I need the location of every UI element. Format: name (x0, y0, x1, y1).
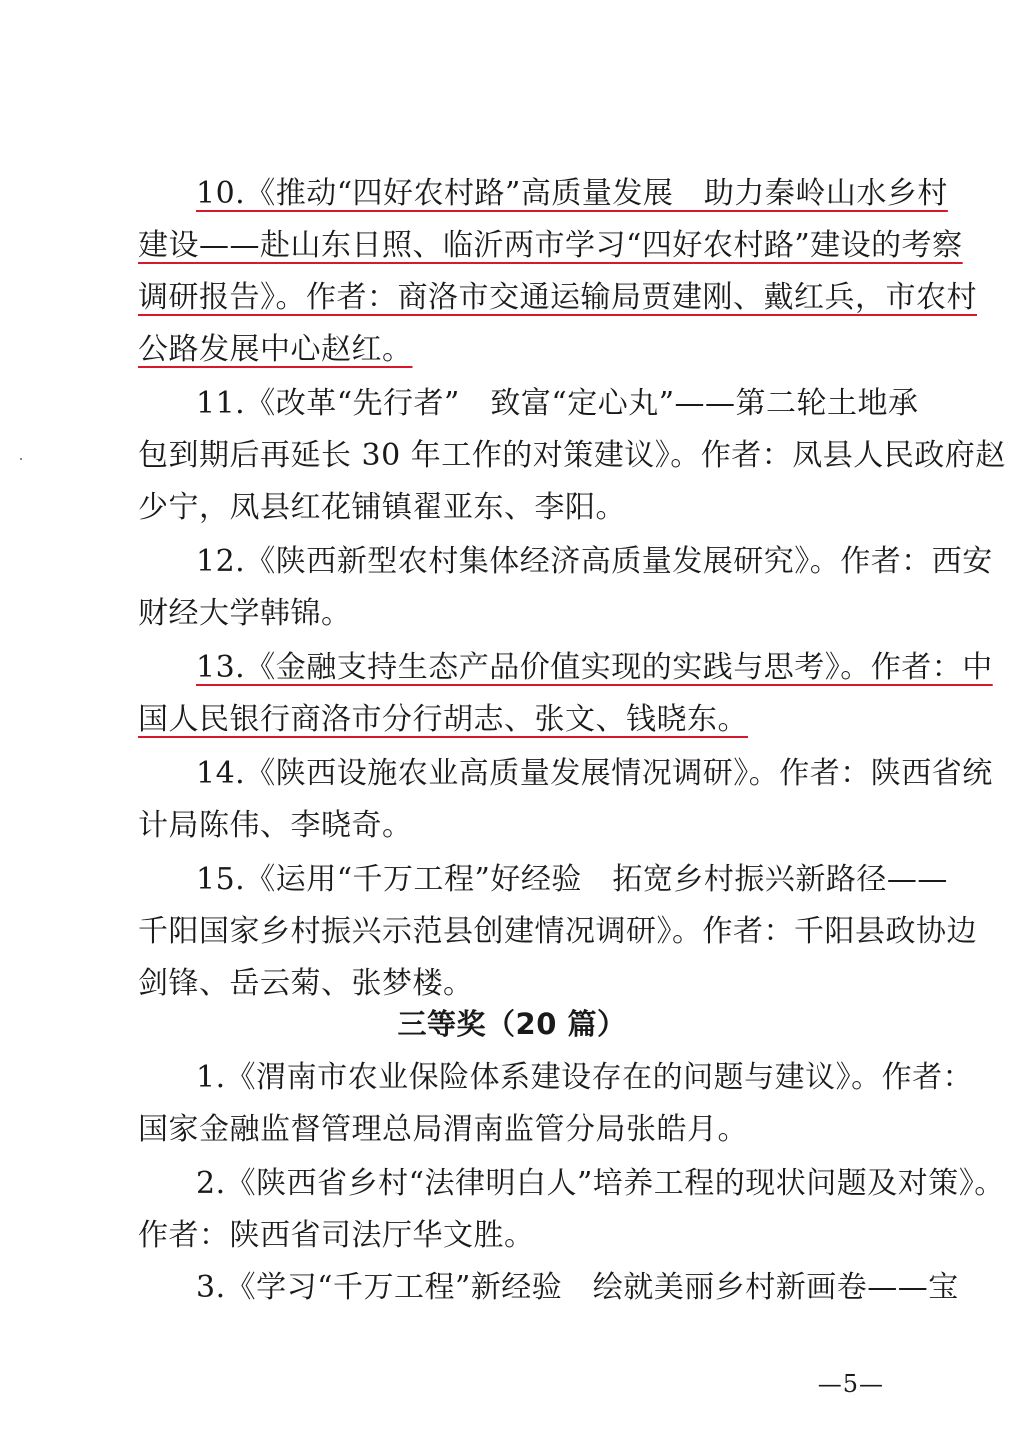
third-item-1-line-1: 1.《渭南市农业保险体系建设存在的问题与建议》。作者： (196, 1060, 974, 1095)
item-12-line-2: 财经大学韩锦。 (138, 596, 352, 631)
third-item-1-line-2: 国家金融监督管理总局渭南监管分局张皓月。 (138, 1112, 748, 1147)
item-10-line-2: 建设——赴山东日照、临沂两市学习“四好农村路”建设的考察 (138, 228, 963, 263)
scan-speck (20, 458, 22, 460)
item-11-line-1: 11.《改革“先行者” 致富“定心丸”——第二轮土地承 (196, 386, 919, 421)
item-15-line-1: 15.《运用“千万工程”好经验 拓宽乡村振兴新路径—— (196, 862, 948, 897)
item-15-line-3: 剑锋、岳云菊、张梦楼。 (138, 966, 474, 1001)
page-number: —5— (817, 1370, 884, 1398)
item-14-line-1: 14.《陕西设施农业高质量发展情况调研》。作者：陕西省统 (196, 756, 993, 791)
item-11-line-3: 少宁，凤县红花铺镇翟亚东、李阳。 (138, 490, 626, 525)
third-item-2-line-1: 2.《陕西省乡村“法律明白人”培养工程的现状问题及对策》。 (196, 1166, 1005, 1201)
item-10-line-3: 调研报告》。作者：商洛市交通运输局贾建刚、戴红兵，市农村 (138, 280, 977, 315)
item-10-line-1: 10.《推动“四好农村路”高质量发展 助力秦岭山水乡村 (196, 176, 948, 211)
item-13-line-1: 13.《金融支持生态产品价值实现的实践与思考》。作者：中 (196, 650, 993, 685)
item-10-line-4: 公路发展中心赵红。 (138, 332, 413, 367)
item-12-line-1: 12.《陕西新型农村集体经济高质量发展研究》。作者：西安 (196, 544, 993, 579)
third-item-2-line-2: 作者：陕西省司法厅华文胜。 (138, 1218, 535, 1253)
item-15-line-2: 千阳国家乡村振兴示范县创建情况调研》。作者：千阳县政协边 (138, 914, 977, 949)
third-item-3-line-1: 3.《学习“千万工程”新经验 绘就美丽乡村新画卷——宝 (196, 1270, 959, 1305)
item-13-line-2: 国人民银行商洛市分行胡志、张文、钱晓东。 (138, 702, 748, 737)
section-heading-third-prize: 三等奖（20 篇） (397, 1007, 627, 1041)
item-11-line-2: 包到期后再延长 30 年工作的对策建议》。作者：凤县人民政府赵 (138, 438, 1006, 473)
item-14-line-2: 计局陈伟、李晓奇。 (138, 808, 413, 843)
